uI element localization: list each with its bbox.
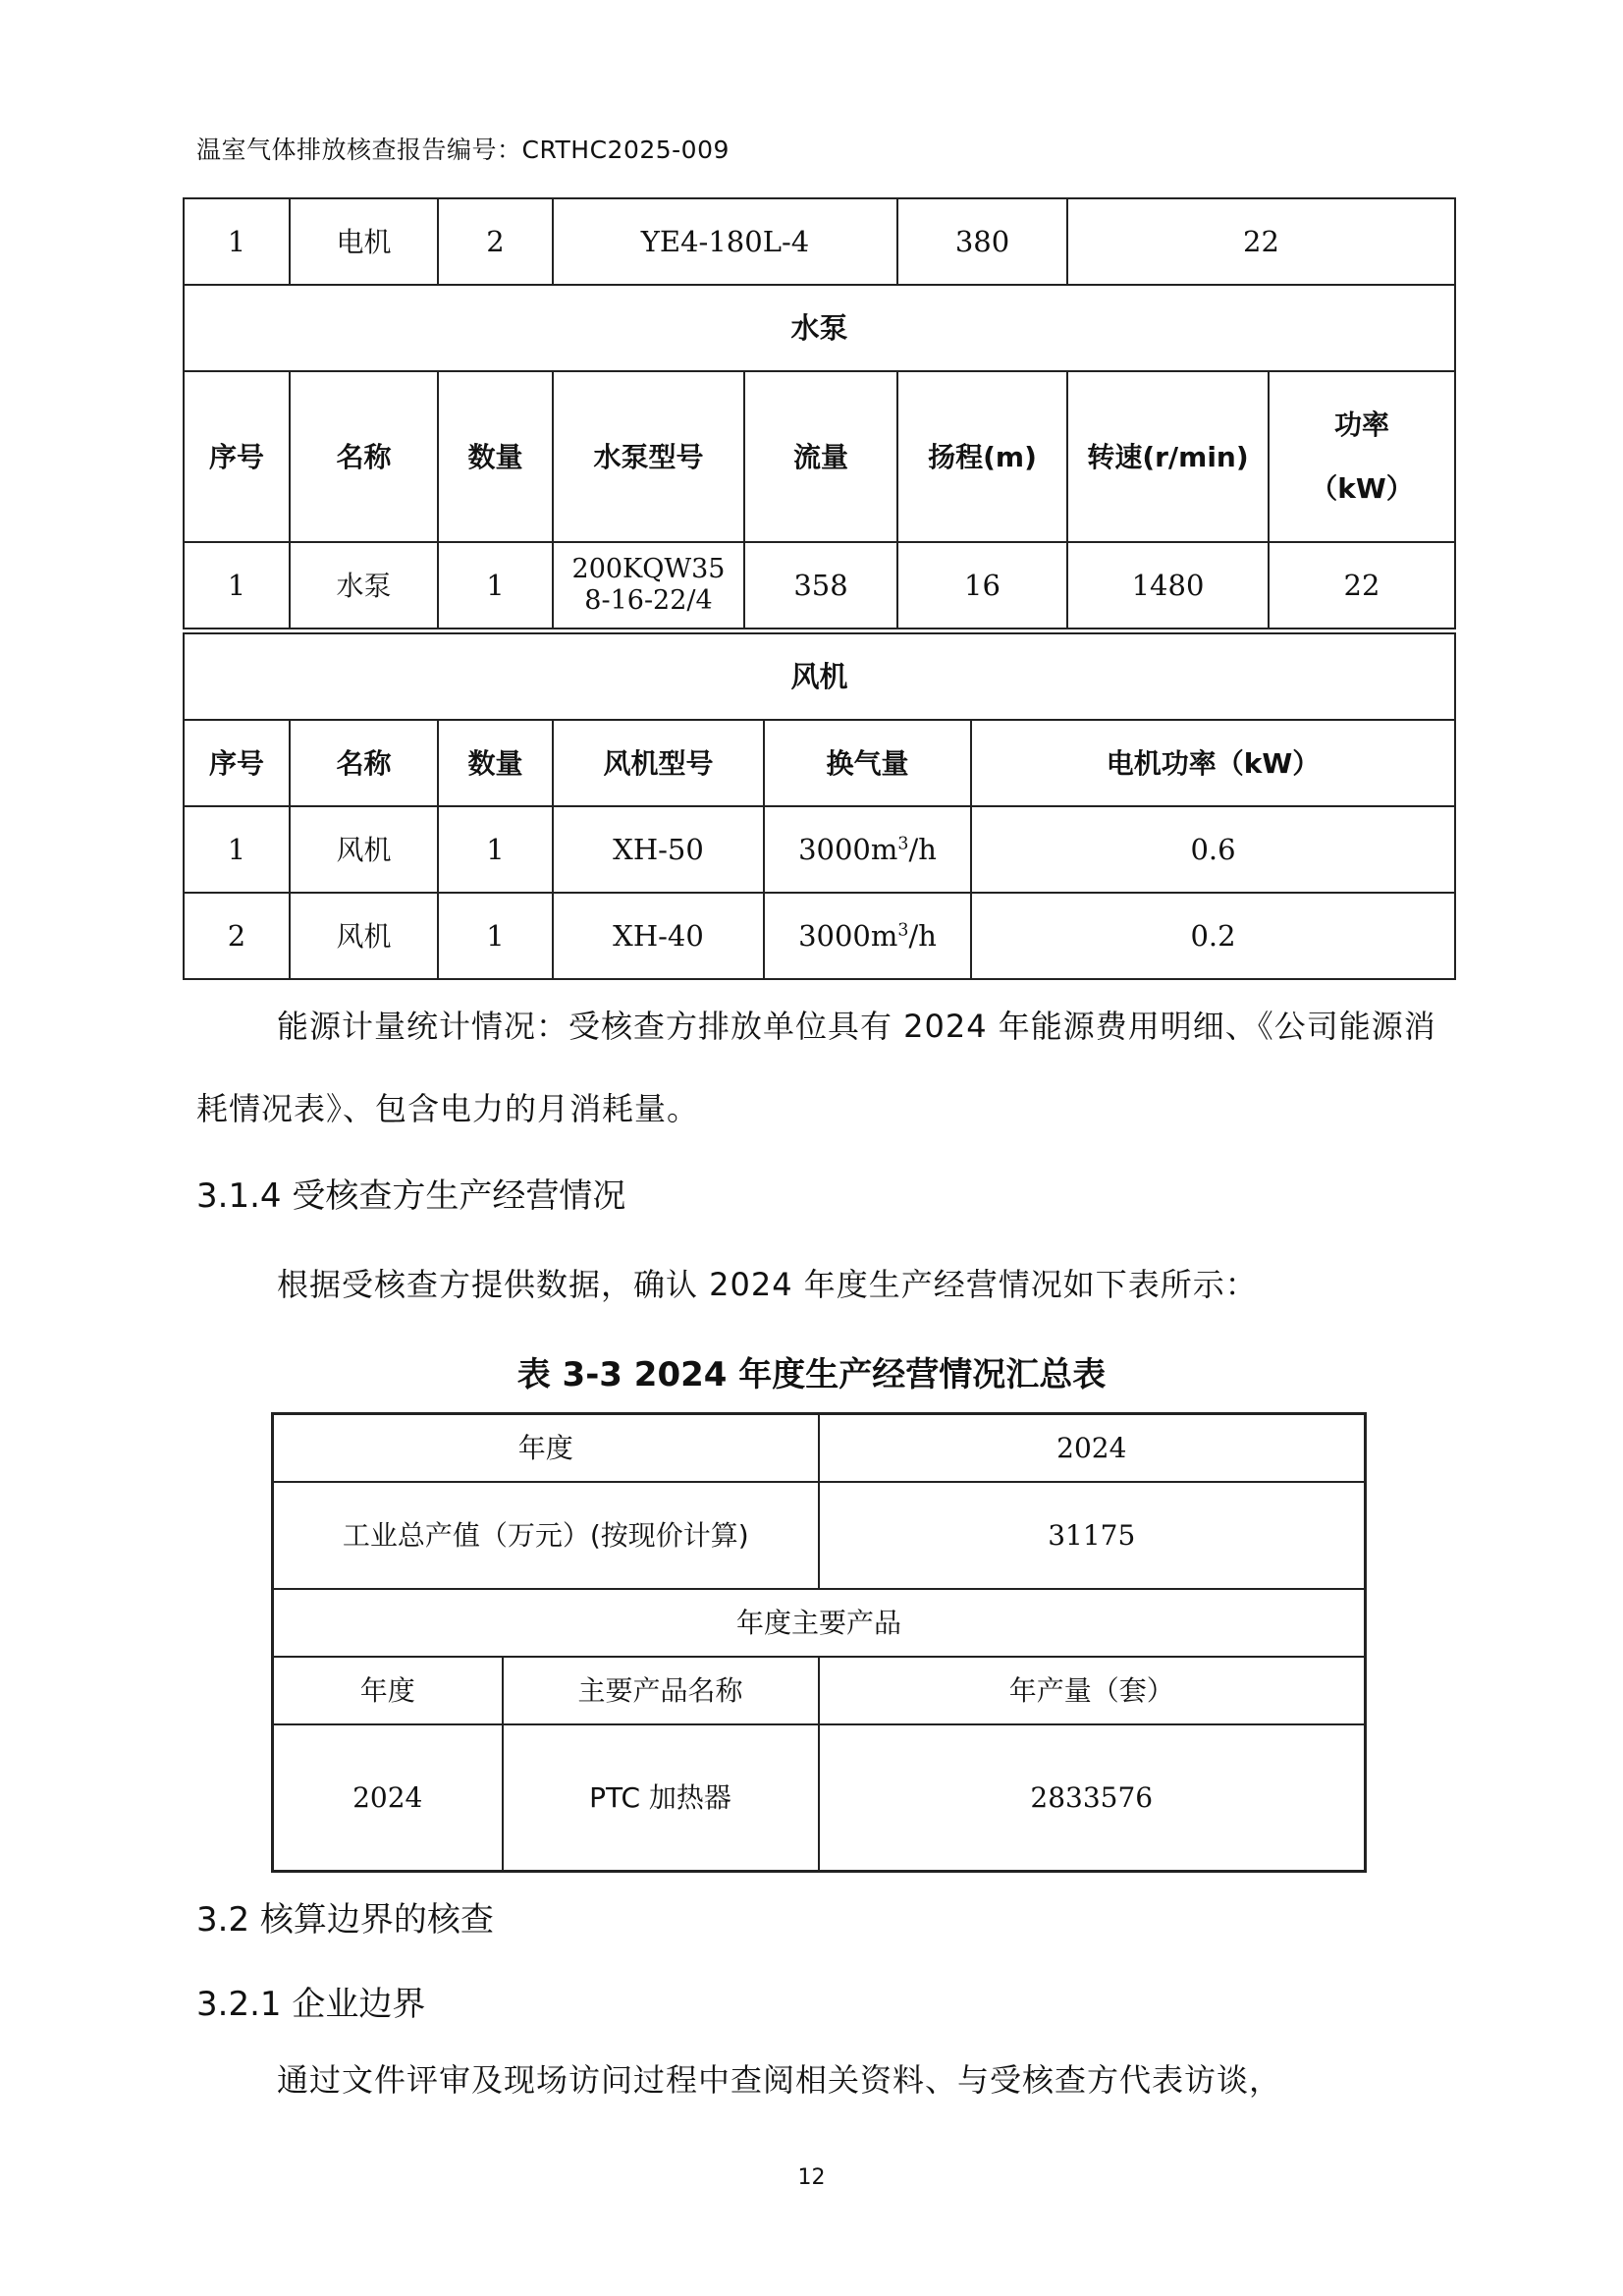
header-cell: 流量 [744, 371, 897, 542]
cell: YE4-180L-4 [553, 198, 897, 285]
cell: 358 [744, 542, 897, 629]
fan-section-title: 风机 [184, 633, 1455, 720]
table-caption: 表 3-3 2024 年度生产经营情况汇总表 [516, 1355, 1107, 1394]
fan-table [183, 632, 1456, 980]
flow-unit: /h [908, 918, 937, 953]
page-number: 12 [797, 2165, 826, 2190]
cell [764, 893, 971, 979]
header-cell: 转速(r/min) [1067, 371, 1269, 542]
cell: 2 [438, 198, 553, 285]
year-label: 年度 [273, 1414, 819, 1482]
heading-3-1-4: 3.1.4 受核查方生产经营情况 [196, 1176, 626, 1216]
header-cell: 序号 [184, 720, 290, 806]
cell: 1 [438, 806, 553, 893]
production-intro-paragraph: 根据受核查方提供数据，确认 2024 年度生产经营情况如下表所示： [277, 1266, 1258, 1303]
fan-header-row [184, 720, 1455, 806]
cell: 电机 [290, 198, 438, 285]
row-product: PTC 加热器 [503, 1724, 819, 1872]
cell: XH-40 [553, 893, 764, 979]
flow-value: 3000m [798, 918, 898, 953]
heading-3-2: 3.2 核算边界的核查 [196, 1900, 494, 1940]
boundary-paragraph: 通过文件评审及现场访问过程中查阅相关资料、与受核查方代表访谈， [277, 2061, 1282, 2099]
header-cell: 风机型号 [553, 720, 764, 806]
cell: 16 [897, 542, 1067, 629]
cell: 1480 [1067, 542, 1269, 629]
pump-model-line2: 8-16-22/4 [584, 585, 713, 616]
cell: 2 [184, 893, 290, 979]
main-products-label: 年度主要产品 [273, 1589, 1366, 1657]
header-cell: 扬程(m) [897, 371, 1067, 542]
cell [553, 542, 744, 629]
cell: 0.2 [971, 893, 1455, 979]
cell: 1 [438, 542, 553, 629]
pump-model-line1: 200KQW35 [571, 553, 726, 584]
year-value: 2024 [819, 1414, 1366, 1482]
flow-value: 3000m [798, 832, 898, 866]
cell: 1 [184, 542, 290, 629]
cube-superscript: 3 [897, 920, 909, 941]
cell: 水泵 [290, 542, 438, 629]
production-summary-table [271, 1412, 1367, 1873]
cell: 1 [438, 893, 553, 979]
header-cell: 水泵型号 [553, 371, 744, 542]
header-cell: 电机功率（kW） [971, 720, 1455, 806]
cell: 1 [184, 198, 290, 285]
cell: 风机 [290, 806, 438, 893]
product-row [273, 1724, 1366, 1872]
header-cell: 数量 [438, 371, 553, 542]
motor-row [184, 198, 1455, 285]
cell: XH-50 [553, 806, 764, 893]
heading-3-2-1: 3.2.1 企业边界 [196, 1985, 426, 2024]
col-year: 年度 [273, 1657, 503, 1724]
output-value: 31175 [819, 1482, 1366, 1589]
cell: 0.6 [971, 806, 1455, 893]
output-label: 工业总产值（万元）(按现价计算) [273, 1482, 819, 1589]
flow-unit: /h [908, 832, 937, 866]
report-header: 温室气体排放核查报告编号：CRTHC2025-009 [196, 136, 730, 164]
row-quantity: 2833576 [819, 1724, 1366, 1872]
header-cell [1269, 371, 1455, 542]
header-cell: 序号 [184, 371, 290, 542]
power-label: 功率 [1333, 409, 1389, 441]
cube-superscript: 3 [897, 834, 909, 854]
fan-row [184, 893, 1455, 979]
cell: 22 [1067, 198, 1455, 285]
header-cell: 名称 [290, 720, 438, 806]
energy-metering-paragraph: 能源计量统计情况：受核查方排放单位具有 2024 年能源费用明细、《公司能源消耗情况表》、包含电力的月消耗量。 [196, 1008, 1436, 1127]
row-year: 2024 [273, 1724, 503, 1872]
cell: 1 [184, 806, 290, 893]
equipment-table [183, 197, 1456, 629]
pump-section-title: 水泵 [184, 285, 1455, 371]
power-unit: （kW） [1310, 472, 1414, 505]
header-cell: 换气量 [764, 720, 971, 806]
header-cell: 名称 [290, 371, 438, 542]
header-cell: 数量 [438, 720, 553, 806]
col-product: 主要产品名称 [503, 1657, 819, 1724]
pump-header-row [184, 371, 1455, 542]
cell [764, 806, 971, 893]
cell: 风机 [290, 893, 438, 979]
cell: 22 [1269, 542, 1455, 629]
col-quantity: 年产量（套） [819, 1657, 1366, 1724]
fan-row [184, 806, 1455, 893]
cell: 380 [897, 198, 1067, 285]
pump-row [184, 542, 1455, 629]
